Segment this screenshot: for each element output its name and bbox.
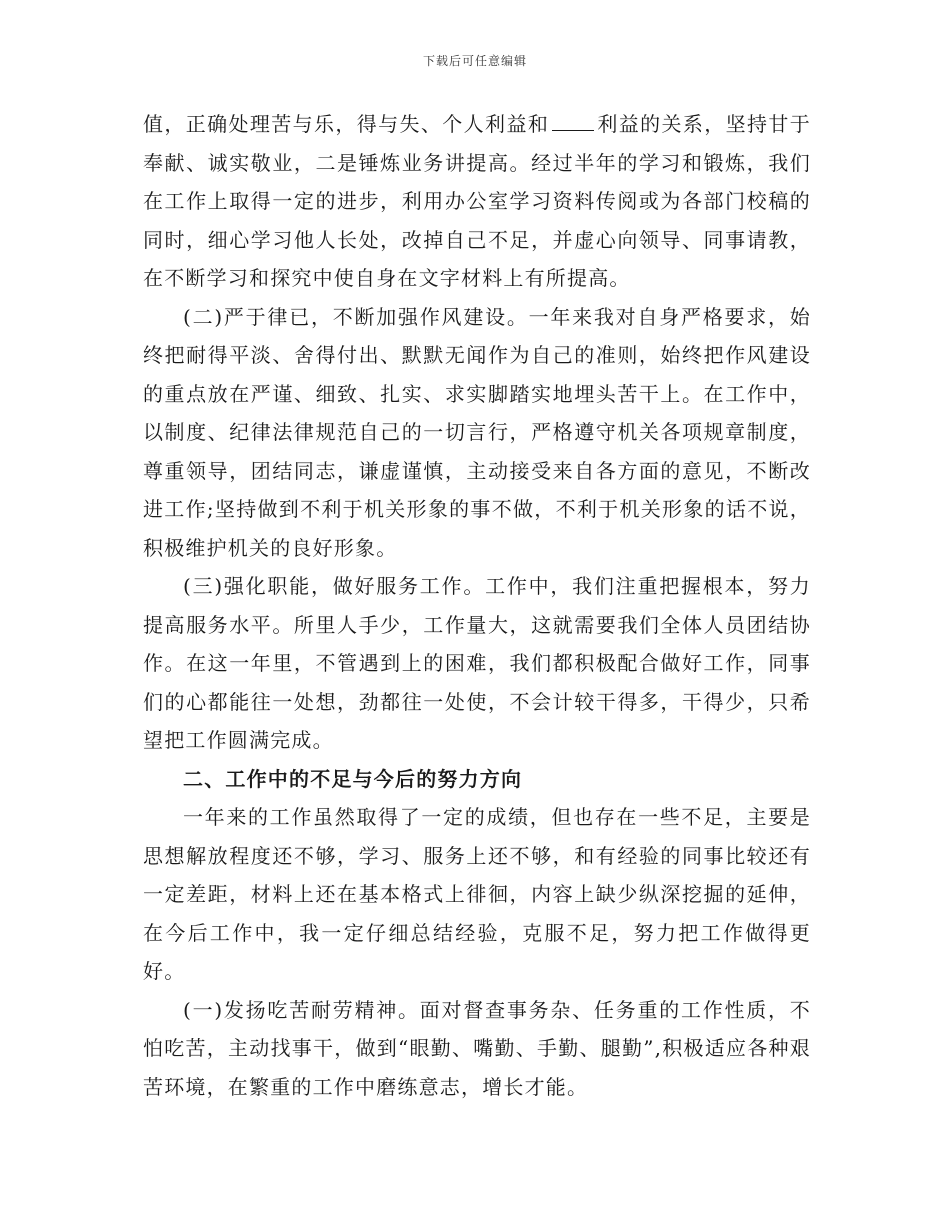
paragraph-text: 值，正确处理苦与乐，得与失、个人利益和 bbox=[143, 112, 550, 136]
document-body bbox=[143, 105, 811, 1106]
paragraph-continuation bbox=[143, 105, 811, 298]
paragraph-text: 利益的关系，坚持甘于奉献、诚实敬业，二是锤炼业务讲提高。经过半年的学习和锻炼，我们在工作上取得一定的进步，利用办公室学习资料传阅或为各部门校稿的同时，细心学习他人长处，改掉自己不足，并虚心向领导、同事请教，在不断学习和探究中使自身在文字材料上有所提高。 bbox=[143, 112, 811, 290]
section-heading: 二、工作中的不足与今后的努力方向 bbox=[183, 766, 523, 791]
paragraph-section-three: (三)强化职能，做好服务工作。工作中，我们注重把握根本，努力提高服务水平。所里人手少，工作量大，这就需要我们全体人员团结协作。在这一年里，不管遇到上的困难，我们都积极配合做好工作，同事们的心都能往一处想，劲都往一处使，不会计较干得多，干得少，只希望把工作圆满完成。 bbox=[143, 574, 811, 752]
paragraph-shortcomings: 一年来的工作虽然取得了一定的成绩，但也存在一些不足，主要是思想解放程度还不够，学习、服务上还不够，和有经验的同事比较还有一定差距，材料上还在基本格式上徘徊，内容上缺少纵深挖掘的延伸，在今后工作中，我一定仔细总结经验，克服不足，努力把工作做得更好。 bbox=[143, 805, 811, 983]
paragraph-section-one: (一)发扬吃苦耐劳精神。面对督查事务杂、任务重的工作性质，不怕吃苦，主动找事干，做到“眼勤、嘴勤、手勤、腿勤”,积极适应各种艰苦环境，在繁重的工作中磨练意志，增长才能。 bbox=[143, 997, 811, 1099]
header-note: 下载后可任意编辑 bbox=[422, 54, 527, 68]
fill-in-blank bbox=[552, 112, 594, 131]
paragraph-section-two: (二)严于律已，不断加强作风建设。一年来我对自身严格要求，始终把耐得平淡、舍得付出、默默无闻作为自己的准则，始终把作风建设的重点放在严谨、细致、扎实、求实脚踏实地埋头苦干上。在工作中，以制度、纪律法律规范自己的一切言行，严格遵守机关各项规章制度，尊重领导，团结同志，谦虚谨慎，主动接受来自各方面的意见，不断改进工作;坚持做到不利于机关形象的事不做，不利于机关形象的话不说，积极维护机关的良好形象。 bbox=[143, 304, 811, 560]
